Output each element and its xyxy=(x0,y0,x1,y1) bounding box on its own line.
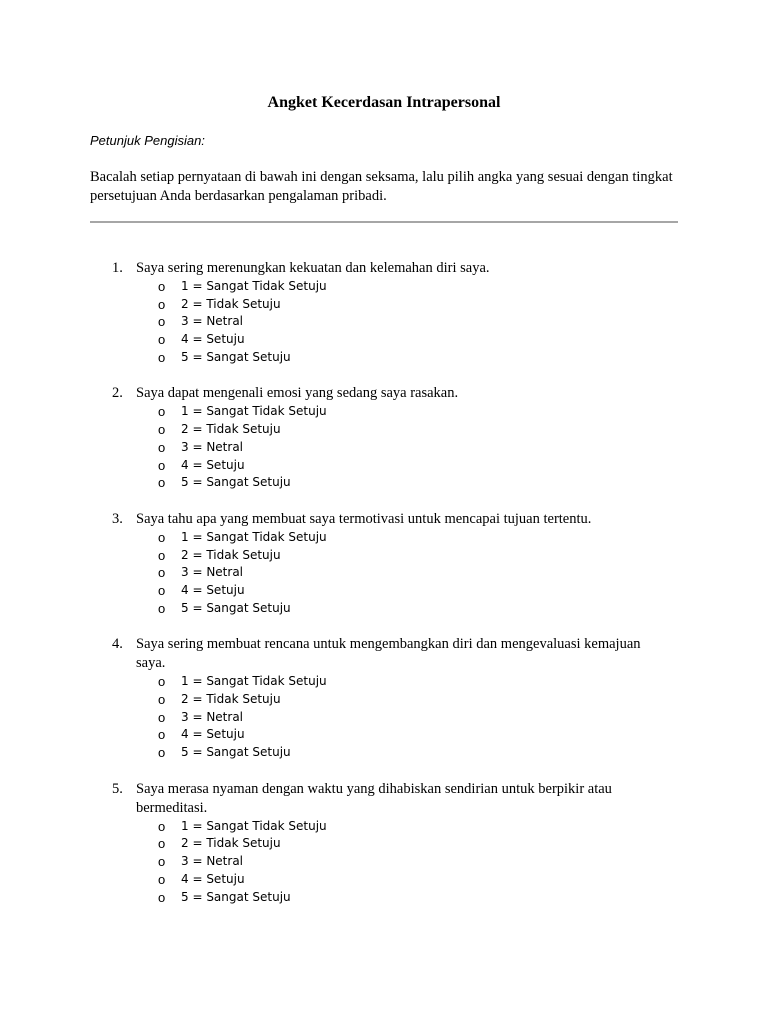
option-item xyxy=(136,818,678,836)
option-item xyxy=(136,474,678,492)
option-item xyxy=(136,421,678,439)
option-item xyxy=(136,889,678,907)
option-item xyxy=(136,278,678,296)
page-title: Angket Kecerdasan Intrapersonal xyxy=(267,94,501,111)
option-item xyxy=(136,403,678,421)
bullet-icon: o xyxy=(158,565,166,581)
bullet-icon: o xyxy=(158,547,166,563)
option-list xyxy=(136,278,678,366)
question-list xyxy=(90,259,678,924)
option-label: 3 = Netral xyxy=(181,565,244,580)
bullet-icon: o xyxy=(158,349,166,365)
option-label: 1 = Sangat Tidak Setuju xyxy=(181,279,327,293)
question-number: 5. xyxy=(112,780,123,797)
option-label: 2 = Tidak Setuju xyxy=(181,296,281,311)
option-item xyxy=(136,673,678,691)
option-label: 1 = Sangat Tidak Setuju xyxy=(181,404,327,419)
question-item xyxy=(90,259,678,366)
question-text: Saya merasa nyaman dengan waktu yang dihabiskan sendirian untuk berpikir atau bermeditasi. xyxy=(136,780,612,816)
option-label: 2 = Tidak Setuju xyxy=(181,547,281,562)
option-label: 5 = Sangat Setuju xyxy=(181,349,291,364)
question-text: Saya sering merenungkan kekuatan dan kelemahan diri saya. xyxy=(136,260,490,276)
bullet-icon: o xyxy=(158,871,166,887)
option-label: 3 = Netral xyxy=(181,854,244,869)
bullet-icon: o xyxy=(158,279,166,294)
option-item xyxy=(136,709,678,727)
bullet-icon: o xyxy=(158,674,166,690)
option-item xyxy=(136,313,678,331)
option-item xyxy=(136,853,678,871)
option-label: 3 = Netral xyxy=(181,439,244,454)
option-list xyxy=(136,673,678,761)
option-item xyxy=(136,744,678,762)
question-number: 1. xyxy=(112,260,123,276)
option-item xyxy=(136,835,678,853)
question-item xyxy=(90,510,678,617)
bullet-icon: o xyxy=(158,439,166,455)
option-list xyxy=(136,818,678,906)
question-item xyxy=(90,780,678,906)
bullet-icon: o xyxy=(158,475,166,491)
bullet-icon: o xyxy=(158,692,166,707)
bullet-icon: o xyxy=(158,818,166,834)
question-number: 4. xyxy=(112,636,123,653)
question-number: 2. xyxy=(112,385,123,402)
option-label: 2 = Tidak Setuju xyxy=(181,422,281,437)
bullet-icon: o xyxy=(158,600,166,616)
option-label: 4 = Setuju xyxy=(181,871,245,886)
option-label: 2 = Tidak Setuju xyxy=(181,836,281,851)
option-item xyxy=(136,439,678,457)
option-item xyxy=(136,691,678,709)
bullet-icon: o xyxy=(158,889,166,905)
option-list xyxy=(136,529,678,617)
option-item xyxy=(136,871,678,889)
option-list xyxy=(136,403,678,491)
option-label: 2 = Tidak Setuju xyxy=(181,692,281,706)
option-label: 1 = Sangat Tidak Setuju xyxy=(181,818,327,833)
option-item xyxy=(136,547,678,565)
question-text: Saya dapat mengenali emosi yang sedang saya rasakan. xyxy=(136,385,459,402)
option-item xyxy=(136,331,678,349)
option-label: 5 = Sangat Setuju xyxy=(181,889,291,904)
option-label: 4 = Setuju xyxy=(181,457,245,472)
bullet-icon: o xyxy=(158,332,166,348)
option-label: 1 = Sangat Tidak Setuju xyxy=(181,674,327,689)
instructions-label: Petunjuk Pengisian: xyxy=(90,133,205,148)
question-number: 3. xyxy=(112,510,123,527)
option-label: 4 = Setuju xyxy=(181,332,245,347)
question-text: Saya sering membuat rencana untuk mengembangkan diri dan mengevaluasi kemajuan saya. xyxy=(136,636,641,672)
option-item xyxy=(136,726,678,744)
option-label: 4 = Setuju xyxy=(181,727,245,742)
bullet-icon: o xyxy=(158,745,166,761)
bullet-icon: o xyxy=(158,422,166,438)
option-item xyxy=(136,457,678,475)
option-item xyxy=(136,296,678,314)
option-item xyxy=(136,582,678,600)
option-label: 5 = Sangat Setuju xyxy=(181,745,291,760)
option-label: 5 = Sangat Setuju xyxy=(181,475,291,490)
bullet-icon: o xyxy=(158,709,166,725)
option-item xyxy=(136,600,678,618)
question-item xyxy=(90,635,678,761)
bullet-icon: o xyxy=(158,529,166,545)
option-label: 5 = Sangat Setuju xyxy=(181,600,291,615)
option-label: 1 = Sangat Tidak Setuju xyxy=(181,529,327,544)
option-item xyxy=(136,564,678,582)
bullet-icon: o xyxy=(158,296,166,312)
bullet-icon: o xyxy=(158,404,166,420)
question-item xyxy=(90,384,678,491)
option-label: 3 = Netral xyxy=(181,314,244,329)
bullet-icon: o xyxy=(158,836,166,852)
option-item xyxy=(136,349,678,367)
bullet-icon: o xyxy=(158,457,166,473)
option-label: 4 = Setuju xyxy=(181,582,245,597)
intro-paragraph: Bacalah setiap pernyataan di bawah ini dengan seksama, lalu pilih angka yang sesuai dengan tingkat persetujuan Anda berdasarkan pengalaman pribadi. xyxy=(90,169,673,204)
bullet-icon: o xyxy=(158,854,166,870)
bullet-icon: o xyxy=(158,314,166,330)
bullet-icon: o xyxy=(158,582,166,598)
bullet-icon: o xyxy=(158,727,166,743)
horizontal-divider xyxy=(90,221,678,223)
option-label: 3 = Netral xyxy=(181,709,244,724)
question-text: Saya tahu apa yang membuat saya termotivasi untuk mencapai tujuan tertentu. xyxy=(136,510,592,527)
option-item xyxy=(136,529,678,547)
